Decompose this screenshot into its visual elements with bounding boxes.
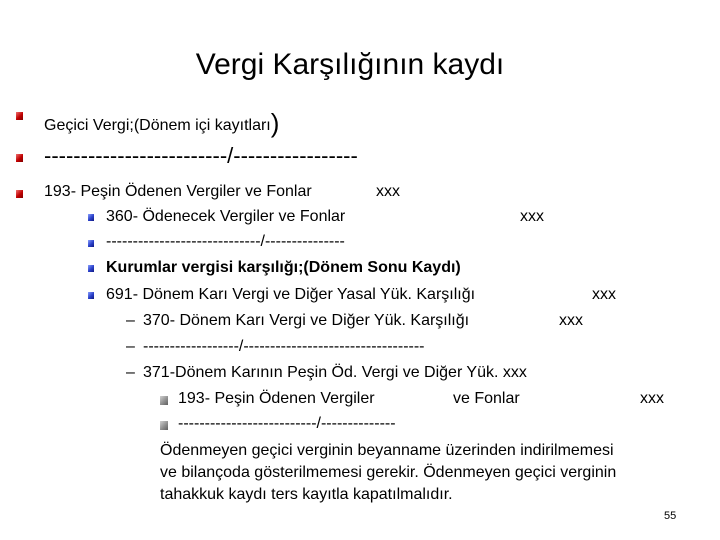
dash-bullet: – <box>126 364 135 381</box>
dash-bullet: – <box>126 312 135 329</box>
separator-line-4: --------------------------/-------------- <box>178 415 396 432</box>
bullet-red-icon <box>16 190 23 198</box>
page-number: 55 <box>664 510 677 522</box>
entry-370-credit: 370- Dönem Karı Vergi ve Diğer Yük. Karşılığı <box>143 312 470 329</box>
entry-193-amount: xxx <box>376 183 400 200</box>
separator-line-3: ------------------/---------------------------------- <box>143 338 425 355</box>
entry-193-credit-amount: xxx <box>640 390 664 407</box>
line-gecici-vergi <box>44 106 279 137</box>
line-gecici-vergi-text: Geçici Vergi;(Dönem içi kayıtları <box>44 117 271 134</box>
bullet-gray-icon <box>160 396 168 405</box>
entry-193-credit-fonlar: ve Fonlar <box>453 390 520 407</box>
bullet-gray-icon <box>160 421 168 430</box>
entry-691-debit: 691- Dönem Karı Vergi ve Diğer Yasal Yük. Karşılığı <box>106 286 476 303</box>
bullet-blue-icon <box>88 214 94 221</box>
slide-title: Vergi Karşılığının kaydı <box>195 48 505 81</box>
closing-paren: ) <box>270 108 280 138</box>
entry-360-amount: xxx <box>520 208 544 225</box>
note-line-2: ve bilançoda gösterilmemesi gerekir. Ödenmeyen geçici verginin <box>160 464 617 481</box>
bullet-red-icon <box>16 154 23 162</box>
entry-691-amount: xxx <box>592 286 616 303</box>
entry-370-amount: xxx <box>559 312 583 329</box>
dash-bullet: – <box>126 338 135 355</box>
bullet-red-icon <box>16 112 23 120</box>
bullet-blue-icon <box>88 292 94 299</box>
entry-193-credit: 193- Peşin Ödenen Vergiler <box>178 390 375 407</box>
note-line-1: Ödenmeyen geçici verginin beyanname üzerinden indirilmemesi <box>160 442 614 459</box>
bullet-blue-icon <box>88 240 94 247</box>
entry-360-credit: 360- Ödenecek Vergiler ve Fonlar <box>106 208 346 225</box>
separator-line-1: -------------------------/----------------- <box>44 143 358 168</box>
entry-193-debit: 193- Peşin Ödenen Vergiler ve Fonlar <box>44 183 312 200</box>
note-line-3: tahakkuk kaydı ters kayıtla kapatılmalıdır. <box>160 486 453 503</box>
bullet-blue-icon <box>88 265 94 272</box>
separator-line-2: -----------------------------/--------------- <box>106 233 345 250</box>
kurumlar-vergisi-heading: Kurumlar vergisi karşılığı;(Dönem Sonu Kaydı) <box>106 259 461 276</box>
entry-371-debit: 371-Dönem Karının Peşin Öd. Vergi ve Diğer Yük. xxx <box>143 364 527 381</box>
